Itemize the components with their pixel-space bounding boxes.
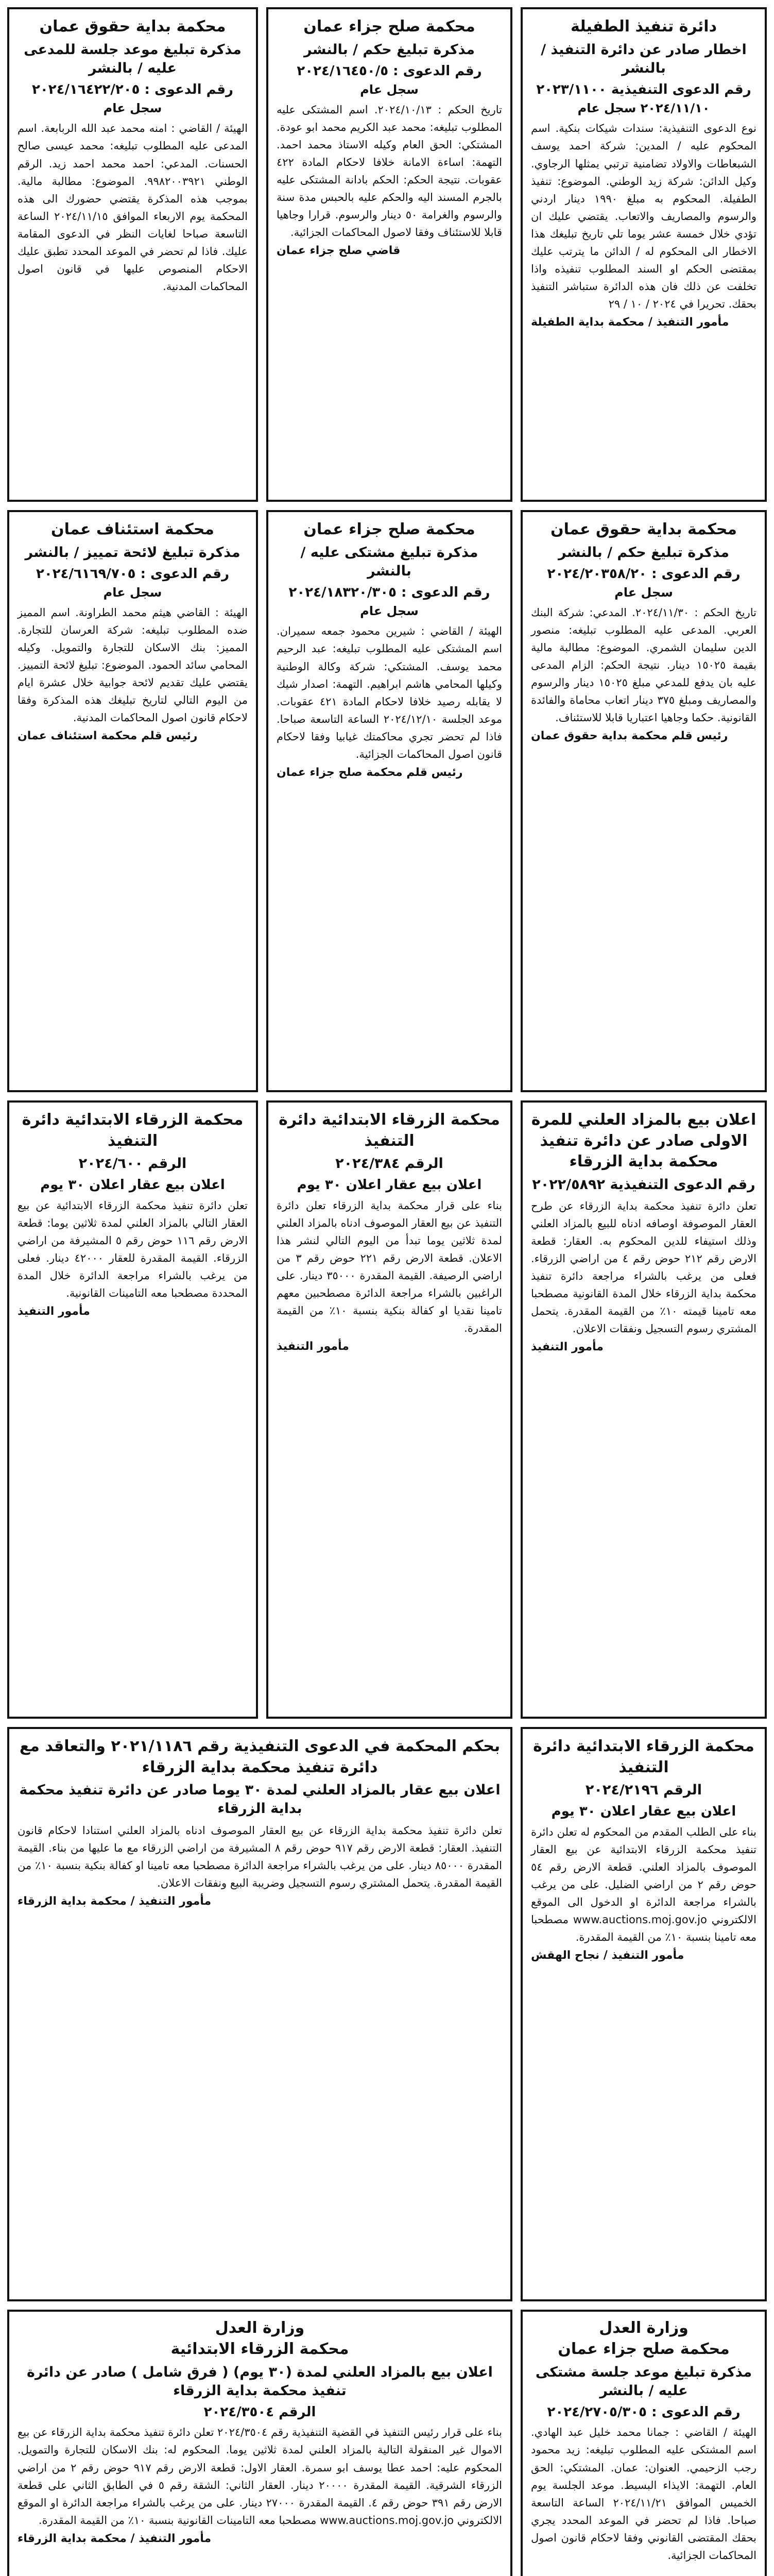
notice-case-number: اعلان بيع عقار اعلان ٣٠ يوم	[297, 1177, 482, 1193]
notice-heading: مذكرة تبليغ لائحة تمييز / بالنشر	[25, 544, 240, 561]
notice-signer: رئيس قلم محكمة صلح جزاء عمان	[277, 766, 463, 779]
notice-body: تعلن دائرة تنفيذ محكمة بداية الزرقاء عن بيع العقار الموصوف ادناه بالمزاد العلني استنادا لاحكام قانون التنفيذ. العقار: قطعة الارض رقم ٩١٧ حوض رقم ٨ المشيرفة من اراضي الزرقاء مع ما عليها من بناء. القيمة المقدرة ٨٥٠٠٠ دينار. على من يرغب بالشراء مراجعة الدائرة مصطحبا معه تامينا او كفالة بنكية بنسبة ١٠٪ من القيمة المقدرة. يتحمل المشتري رسوم التسجيل وضريبة البيع ونفقات الاعلان.	[18, 1824, 502, 1889]
notice-amman-criminal-summons	[266, 510, 512, 1092]
notice-signer: مأمور التنفيذ / محكمة بداية الزرقاء	[18, 2532, 212, 2545]
notice-case-number: رقم الدعوى التنفيذية ٢٠٢٣/١١٠٠	[536, 82, 751, 98]
notice-heading: مذكرة تبليغ حكم / بالنشر	[558, 544, 729, 561]
notice-zarqa-sale-384	[266, 1100, 512, 1719]
notice-case-type: مذكرة تبليغ موعد جلسة مشتكى عليه / بالنشر	[535, 2364, 752, 2399]
notice-title: محكمة بداية حقوق عمان	[551, 520, 737, 538]
notice-title: محكمة الزرقاء الابتدائية دائرة التنفيذ	[533, 1737, 754, 1776]
notice-case-number: رقم الدعوى : ٢٠٢٤/١٦٤٢٢/٢٠٥	[32, 82, 233, 98]
notice-case-number: رقم الدعوى : ٢٠٢٤/١٨٣٢٠/٣٠٥	[288, 585, 490, 601]
notice-heading: الرقم ٢٠٢٤/٦٠٠	[78, 1156, 187, 1172]
notice-body: الهيئة / القاضي : شيرين محمود جمعه سميران. اسم المشتكى عليه المطلوب تبليغه: عبد الرحيم محمد يوسف. المشتكي: شركة وكالة الوطنية وكيلها المحامي هاشم ابراهيم. التهمة: اصدار شيك لا يقابله رصيد خلافا لاحكام المادة ٤٢١ عقوبات. موعد الجلسة ٢٠٢٤/١٢/١٠ الساعة التاسعة صباحا. فاذا لم تحضر تجري محاكمتك غيابيا وفقا لاحكام قانون اصول المحاكمات الجزائية.	[277, 625, 502, 760]
notice-signer: مأمور التنفيذ	[531, 1341, 604, 1354]
notice-title: محكمة بداية حقوق عمان	[39, 18, 226, 36]
notice-body: تعلن دائرة تنفيذ محكمة بداية الزرقاء عن طرح العقار الموصوفة اوصافه ادناه للبيع بالمزاد العلني وذلك استيفاء للدين المحكوم به. العقار: قطعة الارض رقم ٢١٢ حوض رقم ٤ من اراضي الزرقاء. فعلى من يرغب بالشراء مراجعة دائرة تنفيذ محكمة بداية الزرقاء خلال المدة القانونية مصطحبا معه تامينا قيمته ١٠٪ من القيمة المقدرة. يتحمل المشتري رسوم التسجيل ونفقات الاعلان.	[531, 1199, 756, 1335]
notice-body: بناء على قرار محكمة بداية الزرقاء تعلن دائرة التنفيذ عن بيع العقار الموصوف ادناه بالمزاد العلني لمدة ثلاثين يوما تبدأ من اليوم التالي لنشر هذا الاعلان. قطعة الارض رقم ٢٢١ حوض رقم ٣ من اراضي الرصيفة. القيمة المقدرة ٣٥٠٠٠ دينار. على الراغبين بالشراء مراجعة الدائرة مصطحبين معهم تامينا نقديا او كفالة بنكية بنسبة ١٠٪ من القيمة المقدرة.	[277, 1199, 502, 1334]
notice-sub: سجل عام	[614, 585, 673, 600]
notice-amman-civil-ruling	[521, 510, 767, 1092]
notice-case-number: اعلان بيع عقار اعلان ٣٠ يوم	[551, 1804, 736, 1820]
notice-signer: مأمور التنفيذ	[18, 1304, 90, 1318]
notice-title: محكمة الزرقاء الابتدائية دائرة التنفيذ	[279, 1111, 500, 1150]
notice-zarqa-sale-600	[7, 1100, 258, 1719]
notice-signer: مأمور التنفيذ / نجاح الهقش	[531, 1948, 684, 1962]
notice-case-number: اعلان بيع عقار اعلان ٣٠ يوم	[40, 1177, 225, 1193]
notice-body: الهيئة : القاضي هيثم محمد الطراونة. اسم المميز ضده المطلوب تبليغه: شركة العرسان للتجارة. المميز: بنك الاسكان للتجارة والتمويل. وكيله المحامي سائد الحمود. الموضوع: تبليغ لائحة التمييز. يقتضي عليك تقديم لائحة جوابية خلال عشرة ايام من اليوم التالي لتاريخ تبليغك هذه المذكرة وفقا لاحكام قانون اصول المحاكمات المدنية.	[18, 606, 248, 724]
notice-heading: رقم الدعوى التنفيذية ٢٠٢٢/٥٨٩٢	[532, 1176, 755, 1193]
notice-heading: الرقم ٢٠٢٤/٣٨٤	[335, 1156, 443, 1172]
notice-zarqa-auction-1186	[7, 1727, 512, 2301]
notice-title: محكمة الزرقاء الابتدائية دائرة التنفيذ	[22, 1111, 244, 1150]
notice-body: تعلن دائرة تنفيذ محكمة الزرقاء الابتدائية عن بيع العقار التالي بالمزاد العلني لمدة ثلاثين يوما: قطعة الارض رقم ١١٦ حوض رقم ٥ المشيرفة من اراضي الزرقاء. القيمة المقدرة للعقار ٤٢٠٠٠ دينار. فعلى من يرغب بالشراء مراجعة الدائرة خلال المدة المحددة مصطحبا معه التامينات القانونية.	[18, 1199, 248, 1299]
notice-sub: سجل عام	[103, 101, 162, 116]
notice-title: بحكم المحكمة في الدعوى التنفيذية رقم ٢٠٢١/١١٨٦ والتعاقد مع دائرة تنفيذ محكمة بداية الزرقاء	[19, 1737, 501, 1776]
notice-sub: سجل عام	[103, 585, 162, 600]
notice-body: الهيئة / القاضي : امنه محمد عبد الله الربابعة. اسم المدعى عليه المطلوب تبليغه: محمد عيسى صالح الحسنات. المدعي: احمد محمد احمد زيد. الرقم الوطني ٩٩٨٢٠٠٣٩٢١. الموضوع: مطالبة مالية. بموجب هذه المذكرة يقتضي حضورك الى هذه المحكمة يوم الاربعاء الموافق ٢٠٢٤/١١/١٥ الساعة التاسعة صباحا لغايات النظر في الدعوى المقامة عليك. فاذا لم تحضر في الموعد المحدد تطبق عليك الاحكام المنصوص عليها في قانون اصول المحاكمات المدنية.	[18, 122, 248, 293]
notice-heading: اخطار صادر عن دائرة التنفيذ / بالنشر	[541, 41, 747, 76]
notice-sub: سجل عام	[360, 82, 419, 97]
notice-signer: رئيس قلم محكمة استئناف عمان	[18, 730, 198, 743]
notice-body: بناء على قرار رئيس التنفيذ في القضية التنفيذية رقم ٢٠٢٤/٣٥٠٤ تعلن دائرة تنفيذ محكمة بداية الزرقاء عن بيع الاموال غير المنقولة التالية بالمزاد العلني لمدة ثلاثين يوما. المحكوم له: بنك الاسكان للتجارة والتمويل. المحكوم عليه: احمد عطا يوسف ابو سمرة. العقار الاول: قطعة الارض رقم ٩١٧ حوض رقم ٢ من اراضي الزرقاء الشرقية. القيمة المقدرة ٢٠٠٠٠ دينار. العقار الثاني: الشقة رقم ٥ في الطابق الثاني على قطعة الارض رقم ٣٩١ حوض رقم ٤. القيمة المقدرة ٢٧٠٠٠ دينار. على من يرغب بالشراء مراجعة الدائرة او الموقع الالكتروني www.auctions.moj.gov.jo مصطحبا معه التامينات القانونية بنسبة ١٠٪ من القيمة المقدرة.	[18, 2426, 503, 2527]
notice-body: الهيئة / القاضي : جمانا محمد خليل عبد الهادي. اسم المشتكى عليه المطلوب تبليغه: زيد محمود رجب الزحيمي. العنوان: عمان. المشتكي: الحق العام. التهمة: الايذاء البسيط. موعد الجلسة يوم الخميس الموافق ٢٠٢٤/١١/٢١ الساعة التاسعة صباحا. فاذا لم تحضر في الموعد المحدد يجري بحقك المقتضى القانوني وفقا لاحكام قانون اصول المحاكمات الجزائية.	[531, 2426, 756, 2562]
notice-case-number: رقم الدعوى : ٢٠٢٤/١٦٤٥٠/٥	[297, 63, 482, 79]
notice-moj-criminal-hearing	[521, 2310, 767, 2576]
notice-court: محكمة صلح جزاء عمان	[558, 2340, 730, 2358]
notice-amman-appeal	[7, 510, 258, 1092]
notice-title: دائرة تنفيذ الطفيلة	[571, 18, 717, 36]
notice-heading: اعلان بيع عقار بالمزاد العلني لمدة ٣٠ يوما صادر عن دائرة تنفيذ محكمة بداية الزرقاء	[19, 1782, 501, 1817]
notice-heading: مذكرة تبليغ مشتكى عليه / بالنشر	[300, 544, 478, 579]
notice-body: بناء على الطلب المقدم من المحكوم له تعلن دائرة تنفيذ محكمة الزرقاء الابتدائية عن بيع العقار الموصوف بالمزاد العلني. قطعة الارض رقم ٥٤ حوض رقم ٢ من اراضي الضليل. على من يرغب بالشراء مراجعة الدائرة او الدخول الى الموقع الالكتروني www.auctions.moj.gov.jo مصطحبا معه تامينا بنسبة ١٠٪ من القيمة المقدرة.	[531, 1825, 757, 1943]
notice-sub: سجل عام	[360, 604, 419, 619]
notice-sub: ٢٠٢٤/١١/١٠ سجل عام	[577, 101, 710, 116]
notice-body: تاريخ الحكم : ٢٠٢٤/١١/٣٠. المدعي: شركة البنك العربي. المدعى عليه المطلوب تبليغه: منصور الدين سليمان الشمري. الموضوع: مطالبة مالية بقيمة ١٥٠٢٥ دينار. نتيجة الحكم: الزام المدعى عليه بان يدفع للمدعي مبلغ ١٥٠٢٥ دينار والرسوم والمصاريف ومبلغ ٣٧٥ دينار اتعاب محاماة والفائدة القانونية. حكما وجاهيا اعتباريا قابلا للاستئناف.	[531, 606, 756, 724]
notice-case-number: رقم الدعوى : ٢٠٢٤/٦١٦٩/٧٠٥	[36, 566, 230, 582]
notice-signer: مأمور التنفيذ	[277, 1340, 349, 1353]
notice-zarqa-auction-first	[521, 1100, 767, 1719]
notice-zarqa-sale-2196	[521, 1727, 767, 2301]
notice-signer: مأمور التنفيذ / محكمة بداية الزرقاء	[18, 1894, 212, 1908]
notice-signer: قاضي صلح جزاء عمان	[277, 244, 401, 258]
notice-title: محكمة صلح جزاء عمان	[303, 18, 475, 36]
notice-heading: مذكرة تبليغ موعد جلسة للمدعى عليه / بالنشر	[24, 41, 242, 76]
notice-court: محكمة الزرقاء الابتدائية	[170, 2340, 349, 2358]
notice-body: نوع الدعوى التنفيذية: سندات شيكات بنكية. اسم المحكوم عليه / المدين: شركة احمد يوسف الشبعاطات والاولاد تضامنية ترتبي يمثلها الرجاوي. وكيل الدائن: شركة زيد الوطني. الموضوع: تنفيذ الطفيلة. المحكوم به مبلغ ١٩٩٠ دينار اردني والرسوم والمصاريف والاتعاب. يقتضي عليك ان تؤدي خلال خمسة عشر يوما تلي تاريخ تبليغك هذا الاخطار الى المحكوم له / الدائن ما يترتب عليك بمقتضى الحكم او السند المطلوب تنفيذه واذا تخلفت عن ذلك فان هذه الدائرة ستباشر التنفيذ بحقك. تحريرا في ٢٠٢٤ / ١٠ / ٢٩	[531, 122, 756, 310]
notice-title: محكمة صلح جزاء عمان	[303, 520, 475, 538]
notice-title: اعلان بيع بالمزاد العلني للمرة الاولى صادر عن دائرة تنفيذ محكمة بداية الزرقاء	[531, 1111, 756, 1171]
notice-body: تاريخ الحكم : ٢٠٢٤/١٠/١٣. اسم المشتكى عليه المطلوب تبليغه: محمد عبد الكريم محمد ابو عودة. المشتكي: الحق العام وكيله الاستاذ محمد احمد. التهمة: اساءة الامانة خلافا لاحكام المادة ٤٢٢ عقوبات. نتيجة الحكم: الحكم بادانة المشتكى عليه بالجرم المسند اليه والحكم عليه بالحبس مدة سنة والرسوم والغرامة ٥٠ دينار والرسوم. قرارا وجاهيا قابلا للاستئناف وفقا لاصول المحاكمات الجزائية.	[277, 104, 502, 239]
notice-heading: الرقم ٢٠٢٤/٢١٩٦	[585, 1782, 702, 1798]
notice-title: محكمة استئناف عمان	[51, 520, 214, 538]
notice-moj-zarqa-auction	[7, 2310, 512, 2576]
notice-case-type: اعلان بيع بالمزاد العلني لمدة (٣٠ يوم) ( فرق شامل ) صادر عن دائرة تنفيذ محكمة بداية الزرقاء	[27, 2364, 493, 2399]
notice-amman-civil-hearing	[7, 7, 258, 502]
notice-tafila-execution	[521, 7, 767, 502]
ministry-title: وزارة العدل	[215, 2319, 305, 2337]
notice-amman-criminal-ruling	[266, 7, 512, 502]
notice-case-number: رقم الدعوى : ٢٠٢٤/٢٧٠٥/٣٠٥	[547, 2404, 741, 2420]
notice-signer: مأمور التنفيذ / محكمة بداية الطفيلة	[531, 315, 729, 329]
notice-heading: مذكرة تبليغ حكم / بالنشر	[304, 41, 475, 58]
ministry-title: وزارة العدل	[599, 2319, 689, 2337]
notice-signer: رئيس قلم محكمة بداية حقوق عمان	[531, 730, 728, 743]
notice-case-number: الرقم ٢٠٢٤/٣٥٠٤	[203, 2404, 316, 2420]
notice-case-number: رقم الدعوى : ٢٠٢٤/٢٠٣٥٨/٢٠	[547, 566, 741, 582]
